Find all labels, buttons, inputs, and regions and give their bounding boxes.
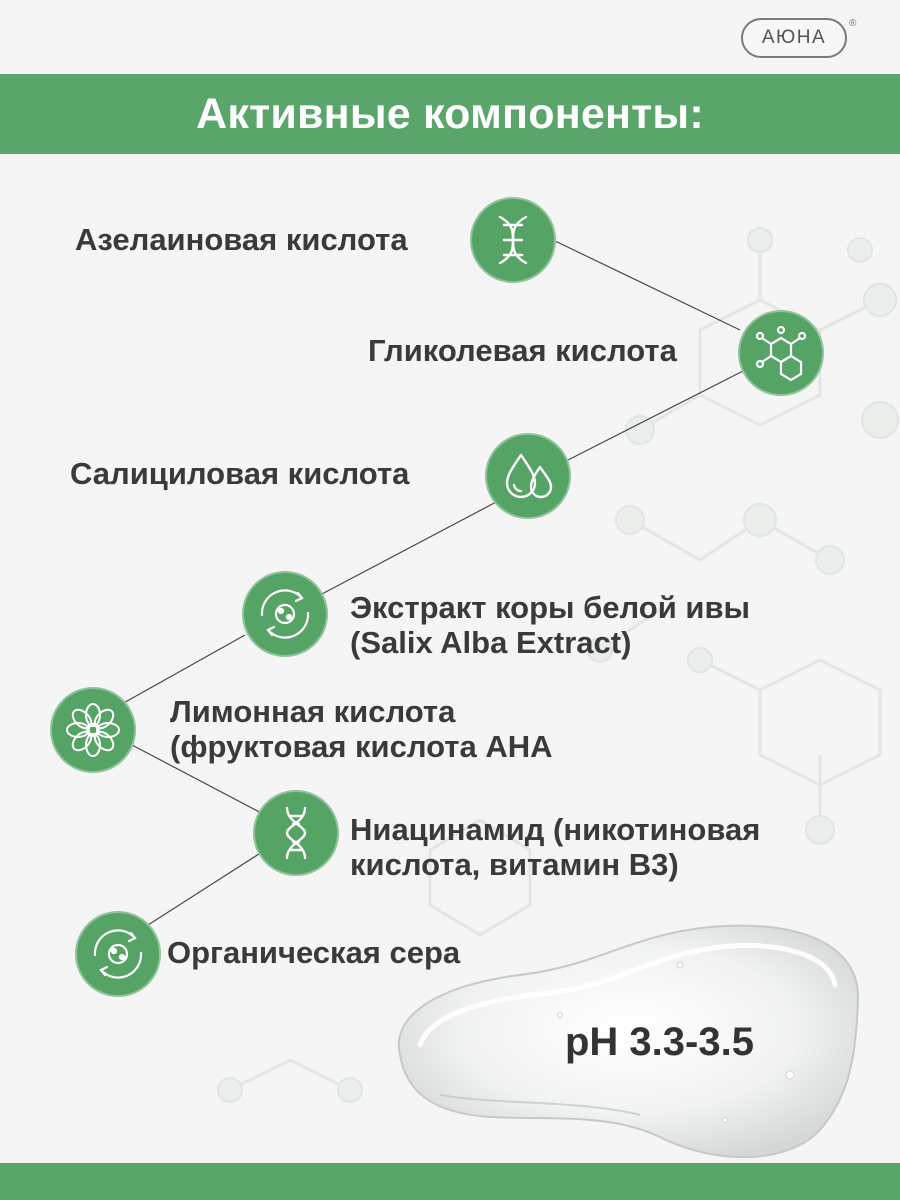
- component-label-line: Гликолевая кислота: [368, 333, 677, 368]
- component-label-line: Салициловая кислота: [70, 456, 410, 491]
- cycle-atom-icon: [242, 571, 328, 657]
- component-label-line: Ниацинамид (никотиновая: [350, 812, 761, 847]
- component-label-line: (фруктовая кислота АНА: [170, 729, 553, 764]
- footer-band: [0, 1163, 900, 1200]
- component-label-line: Азелаиновая кислота: [75, 222, 408, 257]
- component-label-line: кислота, витамин В3): [350, 847, 679, 882]
- water-drops-icon: [485, 433, 571, 519]
- cycle-atom-icon: [75, 911, 161, 997]
- connector-line: [148, 852, 262, 925]
- component-label-salicylic-acid: [70, 456, 409, 491]
- component-label-line: Экстракт коры белой ивы: [350, 590, 751, 625]
- component-label-line: Лимонная кислота: [170, 694, 456, 729]
- component-label-citric-acid: [170, 694, 553, 764]
- molecule-icon: [738, 310, 824, 396]
- connector-line: [568, 370, 745, 460]
- connector-line: [320, 500, 500, 595]
- component-label-glycolic-acid: [368, 333, 677, 368]
- connector-line: [553, 240, 740, 330]
- registered-mark: ®: [849, 18, 857, 29]
- flower-icon: [50, 687, 136, 773]
- component-label-azelaic-acid: [75, 222, 408, 257]
- brand-logo-text: АЮНА: [761, 27, 827, 48]
- ph-value: pH 3.3-3.5: [565, 1020, 754, 1064]
- dna-icon: [253, 790, 339, 876]
- component-label-willow-bark-extract: [350, 590, 750, 660]
- dna-helix-icon: [470, 197, 556, 283]
- page-title: Активные компоненты:: [196, 89, 704, 138]
- component-label-niacinamide: [350, 812, 760, 882]
- component-label-line: Органическая сера: [167, 935, 461, 970]
- component-label-line: (Salix Alba Extract): [350, 625, 632, 660]
